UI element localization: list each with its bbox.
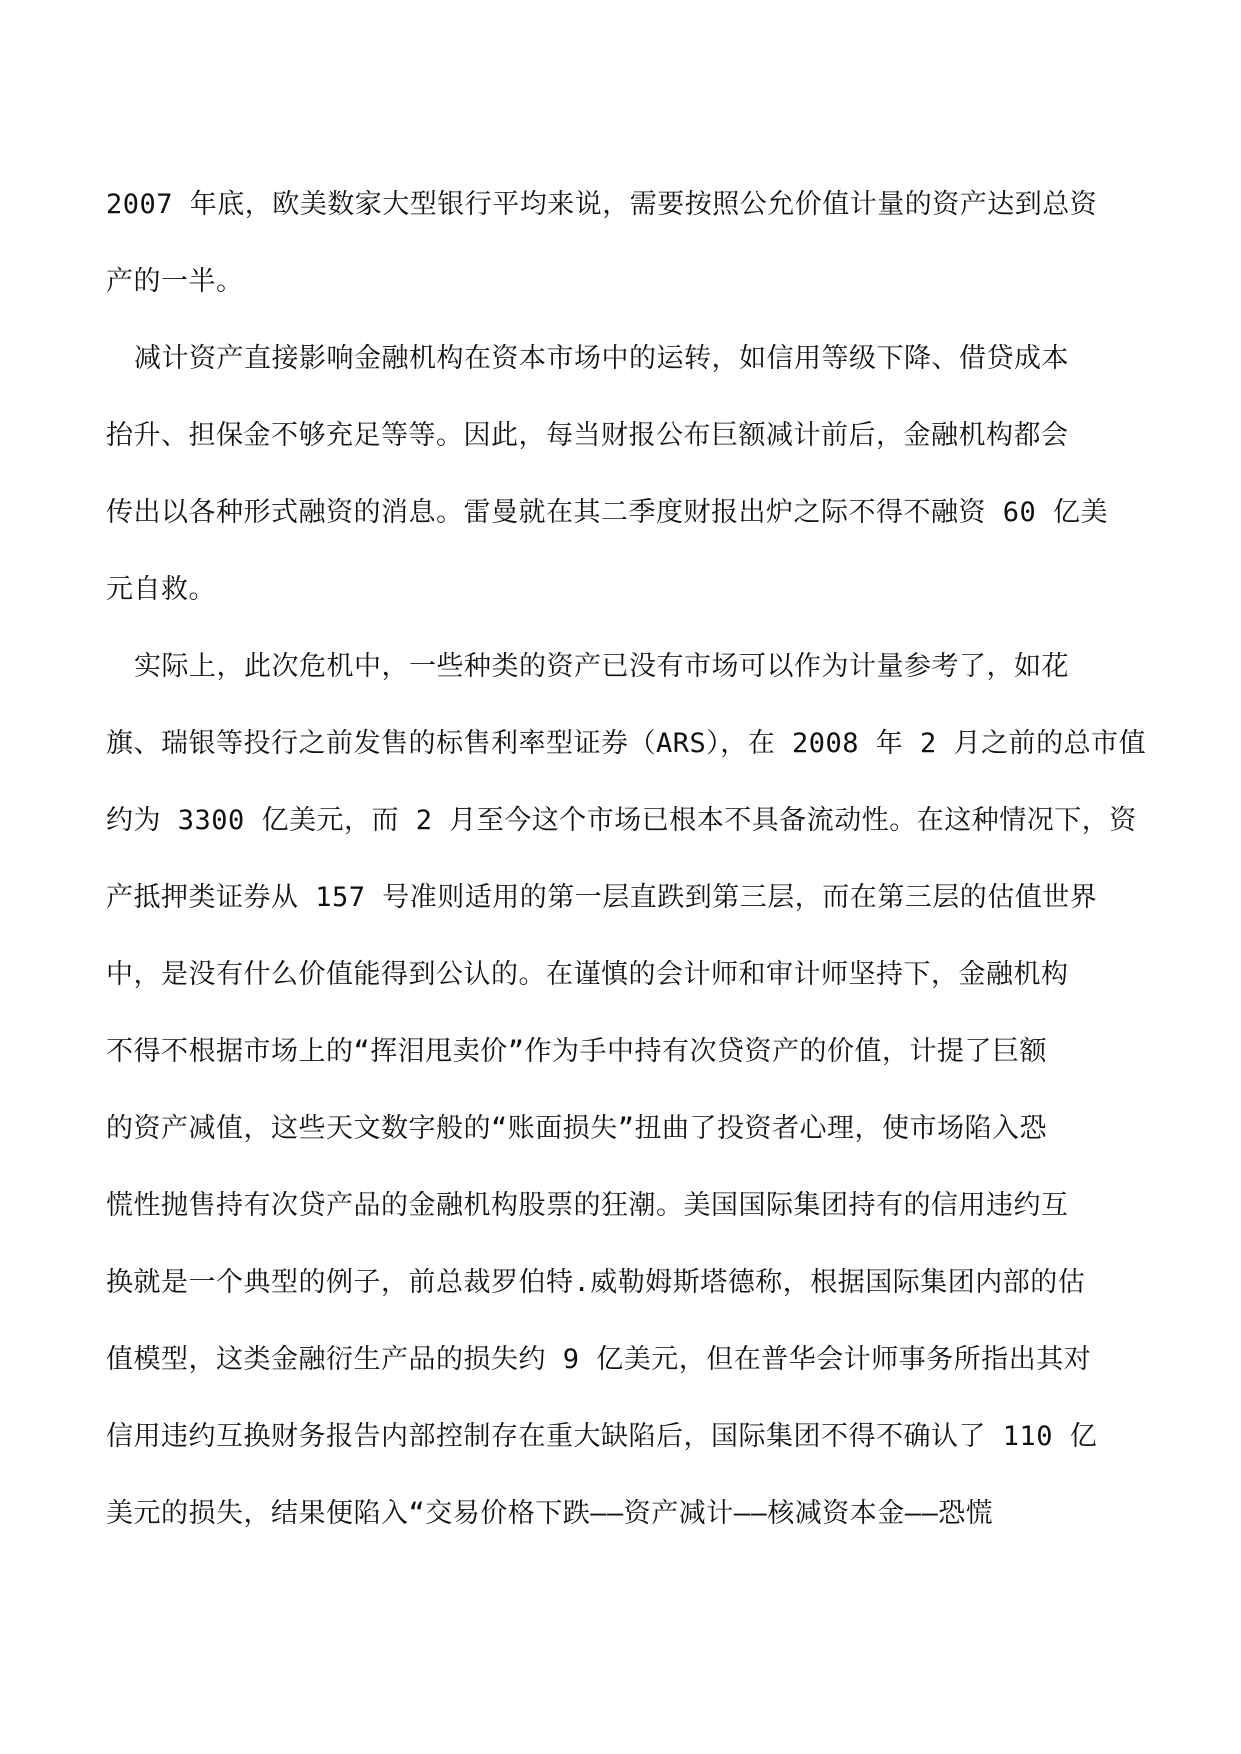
text-line: 中，是没有什么价值能得到公认的。在谨慎的会计师和审计师坚持下，金融机构 <box>106 959 1069 990</box>
text-line: 抬升、担保金不够充足等等。因此，每当财报公布巨额减计前后，金融机构都会 <box>106 420 1069 451</box>
text-line: 慌性抛售持有次贷产品的金融机构股票的狂潮。美国国际集团持有的信用违约互 <box>106 1190 1069 1221</box>
text-line: 产的一半。 <box>106 266 244 297</box>
paragraph-first-line: 减计资产直接影响金融机构在资本市场中的运转，如信用等级下降、借贷成本 <box>134 343 1069 374</box>
text-line: 元自救。 <box>106 574 216 605</box>
text-line: 信用违约互换财务报告内部控制存在重大缺陷后，国际集团不得不确认了 110 亿 <box>106 1421 1098 1452</box>
text-line: 不得不根据市场上的“挥泪甩卖价”作为手中持有次贷资产的价值，计提了巨额 <box>106 1036 1048 1067</box>
text-line: 值模型，这类金融衍生产品的损失约 9 亿美元，但在普华会计师事务所指出其对 <box>106 1344 1092 1375</box>
paragraph-first-line: 实际上，此次危机中，一些种类的资产已没有市场可以作为计量参考了，如花 <box>134 651 1069 682</box>
text-line: 的资产减值，这些天文数字般的“账面损失”扭曲了投资者心理，使市场陷入恐 <box>106 1113 1048 1144</box>
text-line: 换就是一个典型的例子，前总裁罗伯特.威勒姆斯塔德称，根据国际集团内部的估 <box>106 1267 1086 1298</box>
text-line: 产抵押类证券从 157 号准则适用的第一层直跌到第三层，而在第三层的估值世界 <box>106 882 1098 913</box>
text-line: 旗、瑞银等投行之前发售的标售利率型证券（ARS），在 2008 年 2 月之前的总市值 <box>106 728 1147 759</box>
text-line: 约为 3300 亿美元，而 2 月至今这个市场已根本不具备流动性。在这种情况下，资 <box>106 805 1137 836</box>
body-text <box>106 166 1146 1552</box>
text-line: 美元的损失，结果便陷入“交易价格下跌——资产减计——核减资本金——恐慌 <box>106 1498 994 1529</box>
text-line: 传出以各种形式融资的消息。雷曼就在其二季度财报出炉之际不得不融资 60 亿美 <box>106 497 1109 528</box>
text-line: 2007 年底，欧美数家大型银行平均来说，需要按照公允价值计量的资产达到总资 <box>106 189 1098 220</box>
